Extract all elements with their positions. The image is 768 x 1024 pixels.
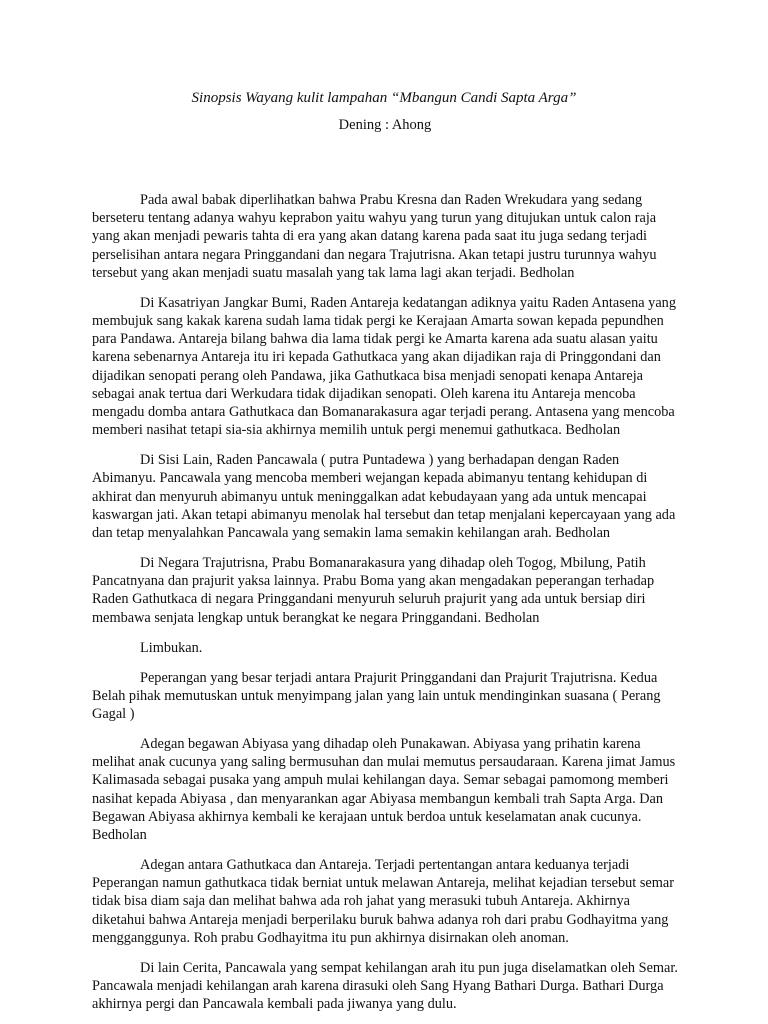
document-body [92, 191, 678, 1014]
paragraph-3: Di Sisi Lain, Raden Pancawala ( putra Puntadewa ) yang berhadapan dengan Raden Abimanyu. Pancawala yang mencoba memberi wejangan kepada abimanyu tentang kehidupan di akhirat dan menyuruh abimanyu untuk meninggalkan adat kebudayaan yang ada untuk mencapai kaswargan jati. Akan tetapi abimanyu menolak hal tersebut dan tetap menjalani kepercayaan yang ada dan tetap menyalahkan Pancawala yang semakin lama semakin kehilangan arah. Bedholan [92, 452, 676, 542]
paragraph-6: Peperangan yang besar terjadi antara Prajurit Pringgandani dan Prajurit Trajutrisna. Kedua Belah pihak memutuskan untuk menyimpang jalan yang lain untuk mendinginkan suasana ( Perang Gagal ) [92, 669, 661, 723]
document-title: Sinopsis Wayang kulit lampahan “Mbangun Candi Sapta Arga” [191, 90, 577, 106]
paragraph-1: Pada awal babak diperlihatkan bahwa Prabu Kresna dan Raden Wrekudara yang sedang berseteru tentang adanya wahyu keprabon yaitu wahyu yang turun yang ditujukan untuk calon raja yang akan menjadi pewaris tahta di era yang akan datang karena pada saat itu juga sedang terjadi perselisihan antara negara Pringgandani dan negara Trajutrisna. Akan tetapi justru turunnya wahyu tersebut yang akan menjadi suatu masalah yang tak lama lagi akan terjadi. Bedholan [92, 192, 657, 281]
paragraph-9: Di lain Cerita, Pancawala yang sempat kehilangan arah itu pun juga diselamatkan oleh Semar. Pancawala menjadi kehilangan arah karena dirasuki oleh Sang Hyang Bathari Durga. Bathari Durga akhirnya pergi dan Pancawala kembali pada jiwanya yang dulu. [92, 959, 678, 1013]
paragraph-4: Di Negara Trajutrisna, Prabu Bomanarakasura yang dihadap oleh Togog, Mbilung, Patih Pancatnyana dan prajurit yaksa lainnya. Prabu Boma yang akan mengadakan peperangan terhadap Raden Gathutkaca di negara Pringgandani menyuruh seluruh prajurit yang ada untuk bersiap diri membawa senjata lengkap untuk berangkat ke negara Pringgandani. Bedholan [92, 555, 655, 626]
paragraph-8: Adegan antara Gathutkaca dan Antareja. Terjadi pertentangan antara keduanya terjadi Peperangan namun gathutkaca tidak berniat untuk melawan Antareja, melihat kejadian tersebut semar tidak bisa diam saja dan melihat bahwa ada roh jahat yang merasuki tubuh Antareja. Akhirnya diketahui bahwa Antareja menjadi berperilaku buruk bahwa adanya roh dari prabu Godhayitma yang mengganggunya. Roh prabu Godhayitma itu pun akhirnya disirnakan oleh anoman. [92, 857, 674, 946]
document-author: Dening : Ahong [338, 117, 432, 133]
paragraph-5: Limbukan. [140, 639, 203, 656]
paragraph-7: Adegan begawan Abiyasa yang dihadap oleh Punakawan. Abiyasa yang prihatin karena melihat anak cucunya yang saling bermusuhan dan mulai memutus persaudaraan. Karena jimat Jamus Kalimasada sebagai pusaka yang ampuh mulai kehilangan daya. Semar sebagai pamomong memberi nasihat kepada Abiyasa , dan menyarankan agar Abiyasa membangun kembali trah Sapta Arga. Dan Begawan Abiyasa akhirnya kembali ke kerajaan untuk berdoa untuk keselamatan anak cucunya. Bedholan [92, 736, 676, 844]
paragraph-2: Di Kasatriyan Jangkar Bumi, Raden Antareja kedatangan adiknya yaitu Raden Antasena yang membujuk sang kakak karena sudah lama tidak pergi ke Kerajaan Amarta sowan kepada pepundhen para Pandawa. Antareja bilang bahwa dia lama tidak pergi ke Amarta karena ada suatu alasan yaitu karena sebenarnya Antareja itu iri kepada Gathutkaca yang akan dijadikan raja di Pringgondani dan dijadikan senopati perang oleh Pandawa, jika Gathutkaca bisa menjadi senopati kenapa Antareja sebagai anak tertua dari Werkudara tidak dijadikan senopati. Oleh karena itu Antareja mencoba mengadu domba antara Gathutkaca dan Bomanarakasura agar terjadi perang. Antasena yang mencoba memberi nasihat tetapi sia-sia akhirnya memilih untuk pergi menemui gathutkaca. Bedholan [92, 294, 676, 439]
